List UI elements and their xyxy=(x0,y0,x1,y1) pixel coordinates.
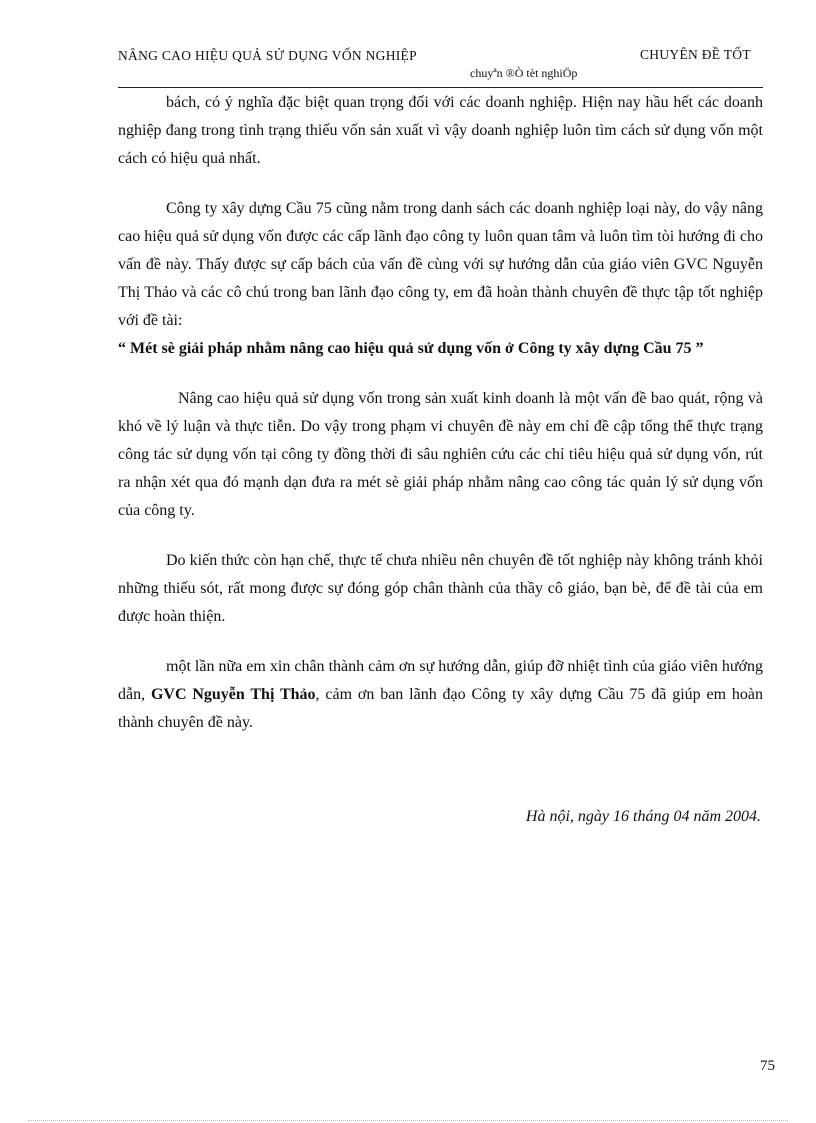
page-number: 75 xyxy=(760,1058,775,1074)
paragraph-2: Công ty xây dựng Cầu 75 cũng nằm trong danh sách các doanh nghiệp loại này, do vậy nâng cao hiệu quả sử dụng vốn được các cấp lãnh đạo công ty luôn quan tâm và luôn tìm tòi hướng đi cho vấn đề này. Thấy được sự cấp bách của vấn đề cùng với sự hướng dẫn của giáo viên GVC Nguyễn Thị Thảo và các cô chú trong ban lãnh đạo công ty, em đã hoàn thành chuyên đề thực tập tốt nghiệp với đề tài: xyxy=(118,200,763,329)
paragraph-5 xyxy=(118,653,763,737)
header-right-title: CHUYÊN ĐỀ TỐT xyxy=(640,47,751,62)
footer-divider xyxy=(28,1120,788,1121)
thesis-title: “ Mét sè giải pháp nhằm nâng cao hiệu quả sử dụng vốn ở Công ty xây dựng Cầu 75 ” xyxy=(118,340,704,357)
header-left-title: NÂNG CAO HIỆU QUẢ SỬ DỤNG VỐN NGHIỆP xyxy=(118,48,417,63)
paragraph-5-start: một lần nữa em xin chân thành cảm ơn sự hướng dẫn, giúp đỡ nhiệt tình của giáo viên hướng dẫn, xyxy=(118,658,763,703)
paragraph-3: Nâng cao hiệu quả sử dụng vốn trong sản xuất kinh doanh là một vấn đề bao quát, rộng và khó về lý luận và thực tiễn. Do vậy trong phạm vi chuyên đề này em chỉ đề cập tổng thể thực trạng công tác sử dụng vốn tại công ty đồng thời đi sâu nghiên cứu các chỉ tiêu hiệu quả sử dụng vốn, rút ra nhận xét qua đó mạnh dạn đưa ra mét sè giải pháp nhằm nâng cao công tác quản lý sử dụng vốn của công ty. xyxy=(118,390,763,519)
paragraph-1: bách, có ý nghĩa đặc biệt quan trọng đối với các doanh nghiệp. Hiện nay hầu hết các doanh nghiệp đang trong tình trạng thiếu vốn sản xuất vì vậy doanh nghiệp luôn tìm cách sử dụng vốn một cách có hiệu quả nhất. xyxy=(118,94,763,167)
paragraph-4: Do kiến thức còn hạn chế, thực tế chưa nhiều nên chuyên đề tốt nghiệp này không tránh khỏi những thiếu sót, rất mong được sự đóng góp chân thành của thầy cô giáo, bạn bè, để đề tài của em được hoàn thiện. xyxy=(118,552,763,625)
header-divider xyxy=(118,87,763,88)
header-center-text: chuyªn ®Ò tèt nghiÖp xyxy=(470,66,578,80)
document-body xyxy=(118,89,763,737)
paragraph-5-end: , cảm ơn ban lãnh đạo Công ty xây dựng Cầu 75 đã giúp em hoàn thành chuyên đề này. xyxy=(118,686,764,731)
advisor-name: GVC Nguyễn Thị Thảo xyxy=(150,686,316,703)
signature-date: Hà nội, ngày 16 tháng 04 năm 2004. xyxy=(525,808,761,825)
